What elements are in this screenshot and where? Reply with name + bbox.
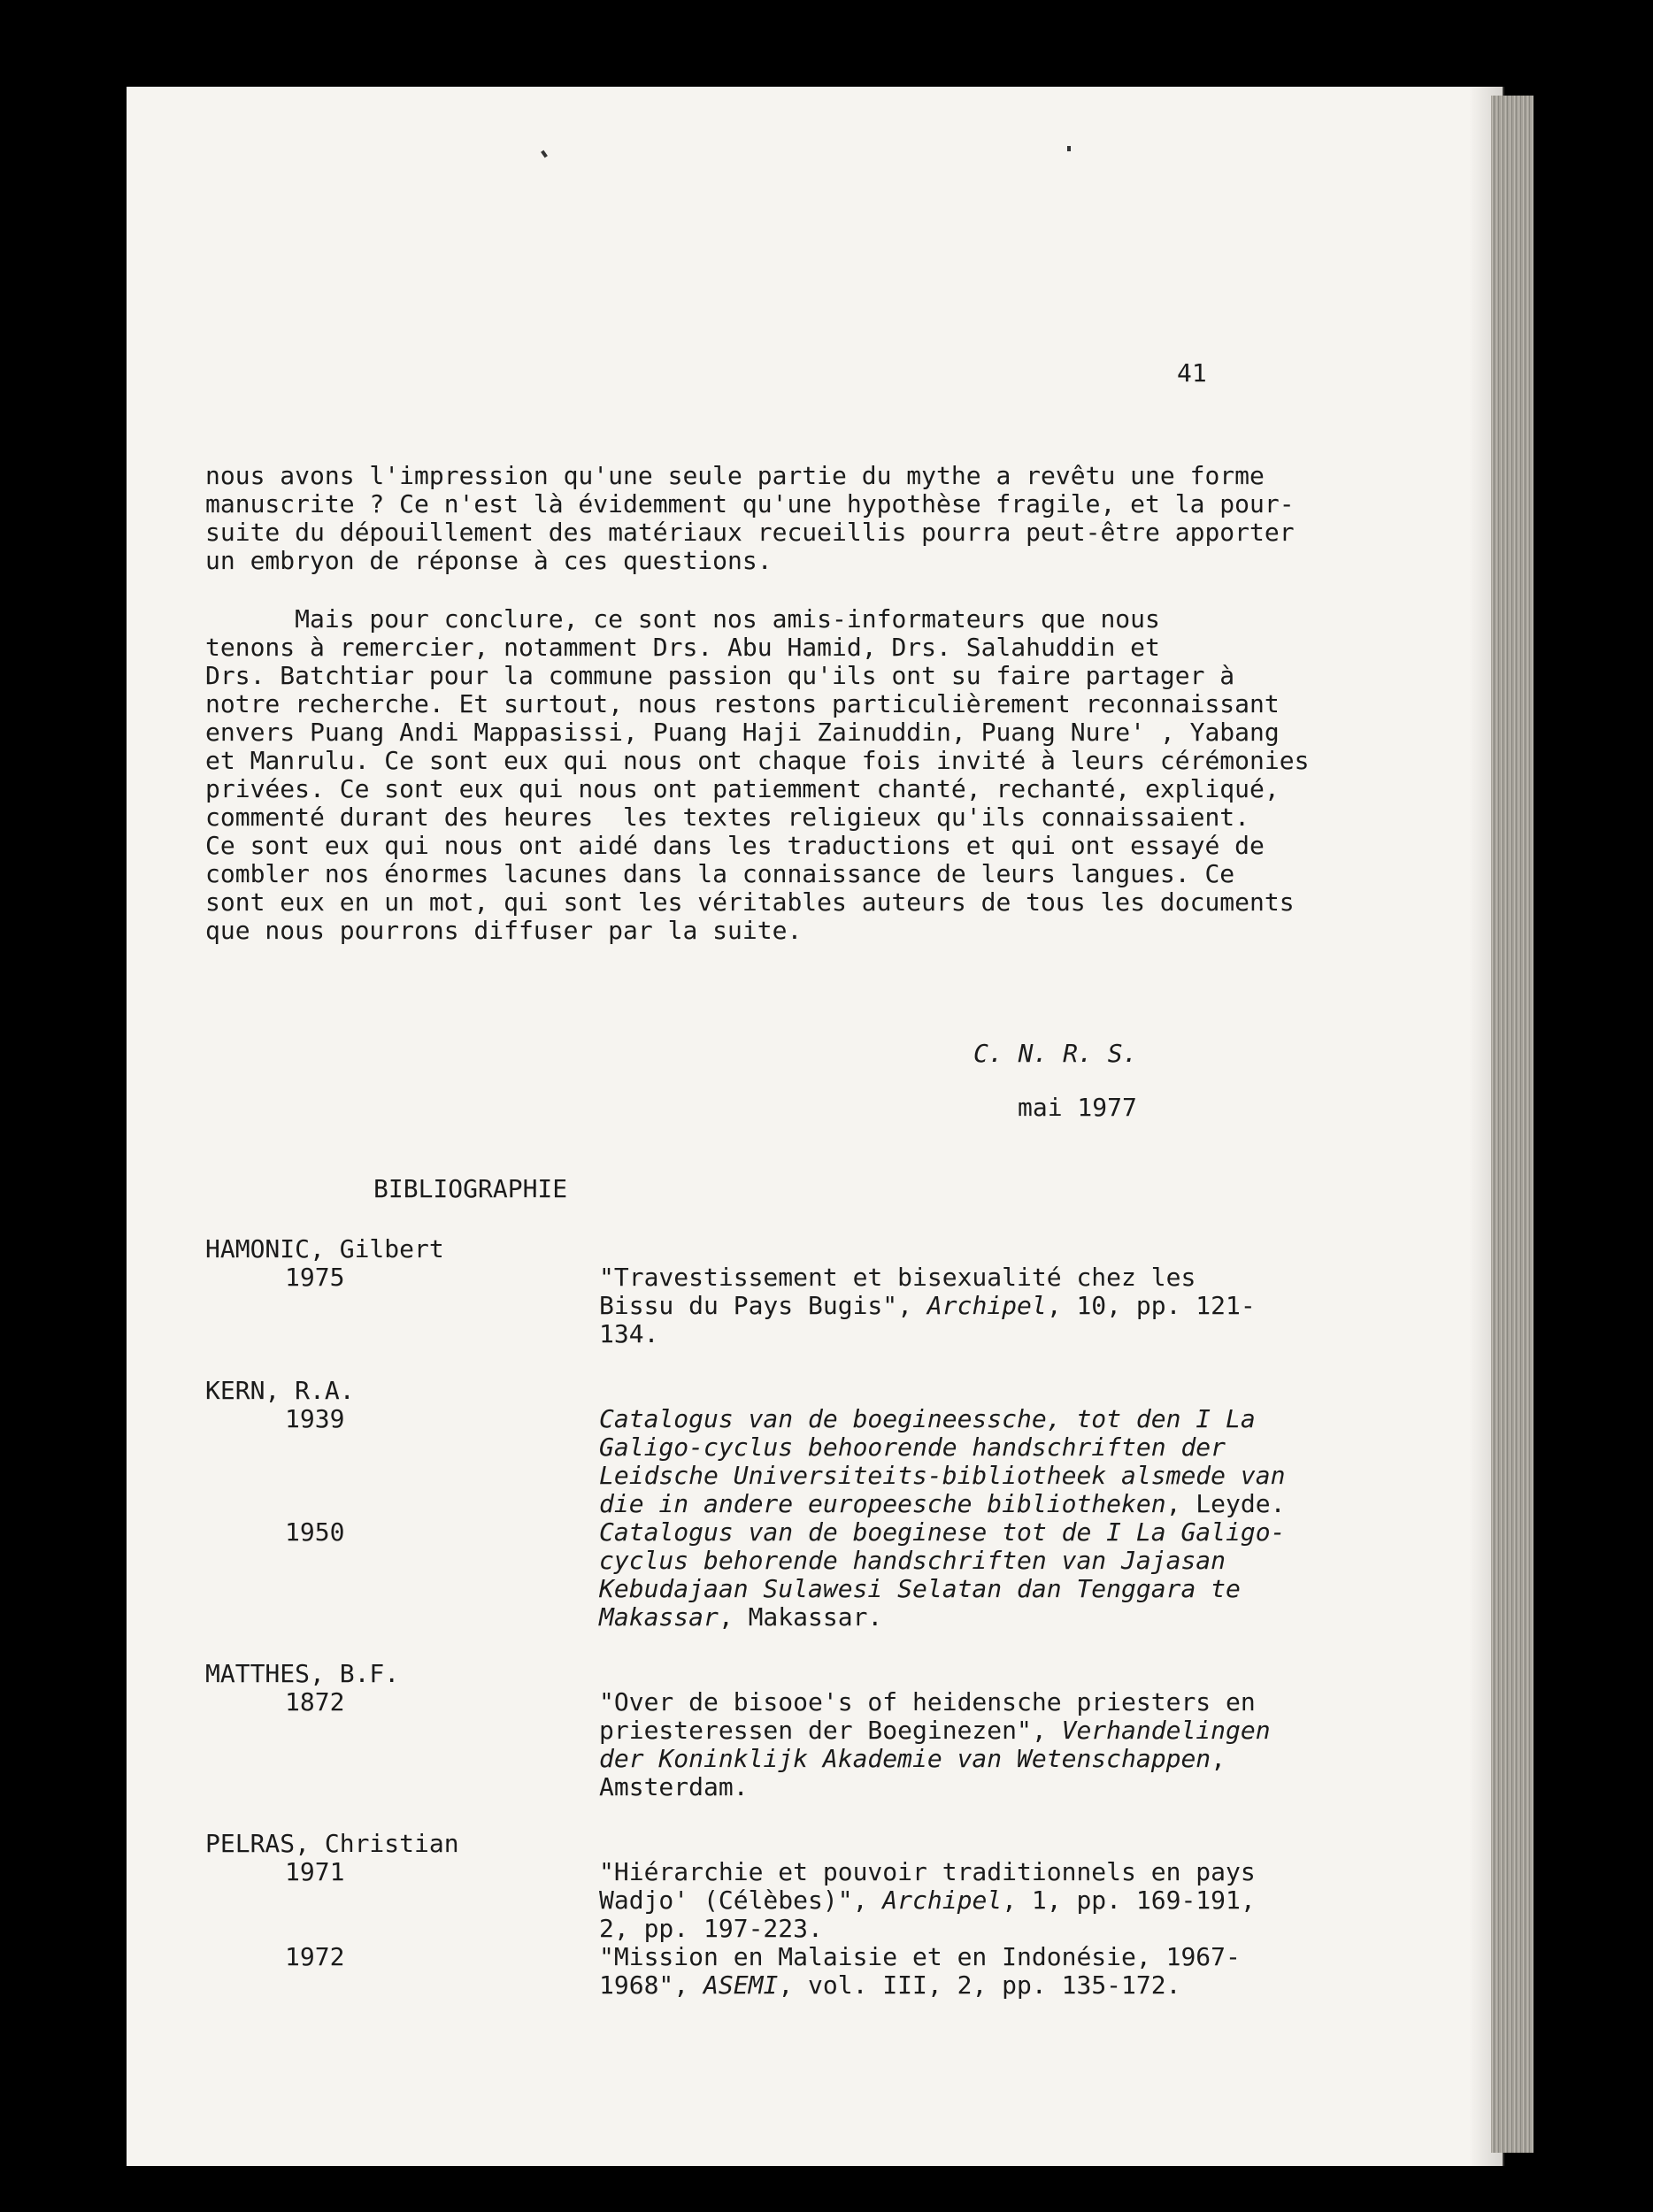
- bib-text: , Leyde.: [1165, 1489, 1286, 1518]
- bib-year: 1939: [285, 1404, 345, 1433]
- bib-year: 1975: [285, 1263, 345, 1292]
- bib-text: priesteressen der Boeginezen",: [599, 1716, 1062, 1745]
- bib-entry-line: [599, 1971, 1180, 2000]
- bib-text: Bissu du Pays Bugis",: [599, 1291, 927, 1320]
- body-text-line: envers Puang Andi Mappasissi, Puang Haji Zainuddin, Puang Nure' , Yabang: [205, 718, 1280, 747]
- signature-date: mai 1977: [1018, 1093, 1137, 1122]
- bib-year: 1972: [285, 1942, 345, 1971]
- bib-entry-line: Amsterdam.: [599, 1772, 749, 1801]
- bib-journal: der Koninklijk Akademie van Wetenschappen: [599, 1744, 1211, 1773]
- body-text-line: un embryon de réponse à ces questions.: [205, 546, 773, 575]
- bib-entry-line: [599, 1490, 1285, 1518]
- bib-text: Wadjo' (Célèbes)",: [599, 1886, 883, 1915]
- bib-entry-line: "Travestissement et bisexualité chez les: [599, 1263, 1196, 1292]
- bib-author: KERN, R.A.: [205, 1376, 355, 1405]
- bib-title-line: Kebudajaan Sulawesi Selatan dan Tenggara te: [599, 1574, 1241, 1603]
- ink-speck: [1067, 146, 1071, 151]
- bib-title-line: Catalogus van de boegineessche, tot den I La: [599, 1404, 1256, 1433]
- bib-entry-line: "Hiérarchie et pouvoir traditionnels en pays: [599, 1857, 1256, 1886]
- bib-text: , 10, pp. 121-: [1046, 1291, 1256, 1320]
- bib-title-line: Catalogus van de boeginese tot de I La Galigo-: [599, 1517, 1286, 1547]
- bib-journal: Archipel: [926, 1291, 1047, 1320]
- bib-entry-line: [599, 1717, 1271, 1745]
- book-page-edges: [1491, 96, 1534, 2153]
- body-text-line: sont eux en un mot, qui sont les véritables auteurs de tous les documents: [205, 887, 1295, 917]
- bib-journal: ASEMI: [703, 1970, 779, 2000]
- bib-text: , vol. III, 2, pp. 135-172.: [778, 1970, 1181, 2000]
- bib-entry-line: "Mission en Malaisie et en Indonésie, 1967-: [599, 1942, 1241, 1971]
- bib-year: 1950: [285, 1517, 345, 1547]
- body-text-line: commenté durant des heures les textes religieux qu'ils connaissaient.: [205, 803, 1250, 832]
- bib-text: ,: [1211, 1744, 1226, 1773]
- body-text-line: Ce sont eux qui nous ont aidé dans les traductions et qui ont essayé de: [205, 831, 1265, 860]
- bib-author: PELRAS, Christian: [205, 1829, 459, 1858]
- bib-year: 1872: [285, 1687, 345, 1717]
- bib-year: 1971: [285, 1857, 345, 1886]
- body-text-line: nous avons l'impression qu'une seule partie du mythe a revêtu une forme: [205, 461, 1265, 490]
- bib-journal: Archipel: [882, 1886, 1003, 1915]
- bib-title-line: Galigo-cyclus behoorende handschriften der: [599, 1432, 1226, 1462]
- body-text-line: tenons à remercier, notamment Drs. Abu Hamid, Drs. Salahuddin et: [205, 633, 1160, 662]
- bib-title-line: cyclus behorende handschriften van Jajasan: [599, 1546, 1226, 1575]
- bib-entry-line: "Over de bisooe's of heidensche priesters en: [599, 1687, 1256, 1717]
- bib-journal: Verhandelingen: [1061, 1716, 1271, 1745]
- bib-entry-line: [599, 1292, 1256, 1320]
- bib-text: , 1, pp. 169-191,: [1002, 1886, 1256, 1915]
- body-text-line: et Manrulu. Ce sont eux qui nous ont chaque fois invité à leurs cérémonies: [205, 746, 1310, 775]
- body-text-line: manuscrite ? Ce n'est là évidemment qu'une hypothèse fragile, et la pour-: [205, 489, 1295, 518]
- bib-entry-line: 134.: [599, 1319, 659, 1348]
- page-number: 41: [1177, 358, 1207, 388]
- bib-author: MATTHES, B.F.: [205, 1659, 400, 1688]
- bib-entry-line: [599, 1603, 882, 1632]
- body-text-line: combler nos énormes lacunes dans la connaissance de leurs langues. Ce: [205, 859, 1235, 888]
- bibliography-heading: BIBLIOGRAPHIE: [373, 1174, 568, 1203]
- bib-author: HAMONIC, Gilbert: [205, 1234, 444, 1263]
- bib-title: die in andere europeesche bibliotheken: [599, 1489, 1166, 1518]
- bib-entry-line: [599, 1886, 1256, 1915]
- body-text-line: privées. Ce sont eux qui nous ont patiemment chanté, rechanté, expliqué,: [205, 774, 1280, 803]
- body-text-line: Drs. Batchtiar pour la commune passion qu'ils ont su faire partager à: [205, 661, 1235, 690]
- bib-title-line: Leidsche Universiteits-bibliotheek alsmede van: [599, 1461, 1286, 1490]
- body-text-line: que nous pourrons diffuser par la suite.: [205, 916, 803, 945]
- body-text-line: notre recherche. Et surtout, nous restons particulièrement reconnaissant: [205, 689, 1280, 718]
- body-text-line: suite du dépouillement des matériaux recueillis pourra peut-être apporter: [205, 518, 1295, 547]
- bib-text: , Makassar.: [718, 1602, 883, 1632]
- body-text-line: Mais pour conclure, ce sont nos amis-informateurs que nous: [205, 604, 1160, 634]
- bib-entry-line: [599, 1745, 1226, 1773]
- bib-entry-line: 2, pp. 197-223.: [599, 1914, 823, 1943]
- signature-org: C. N. R. S.: [973, 1039, 1138, 1068]
- bib-text: 1968",: [599, 1970, 704, 2000]
- bib-title: Makassar: [599, 1602, 719, 1632]
